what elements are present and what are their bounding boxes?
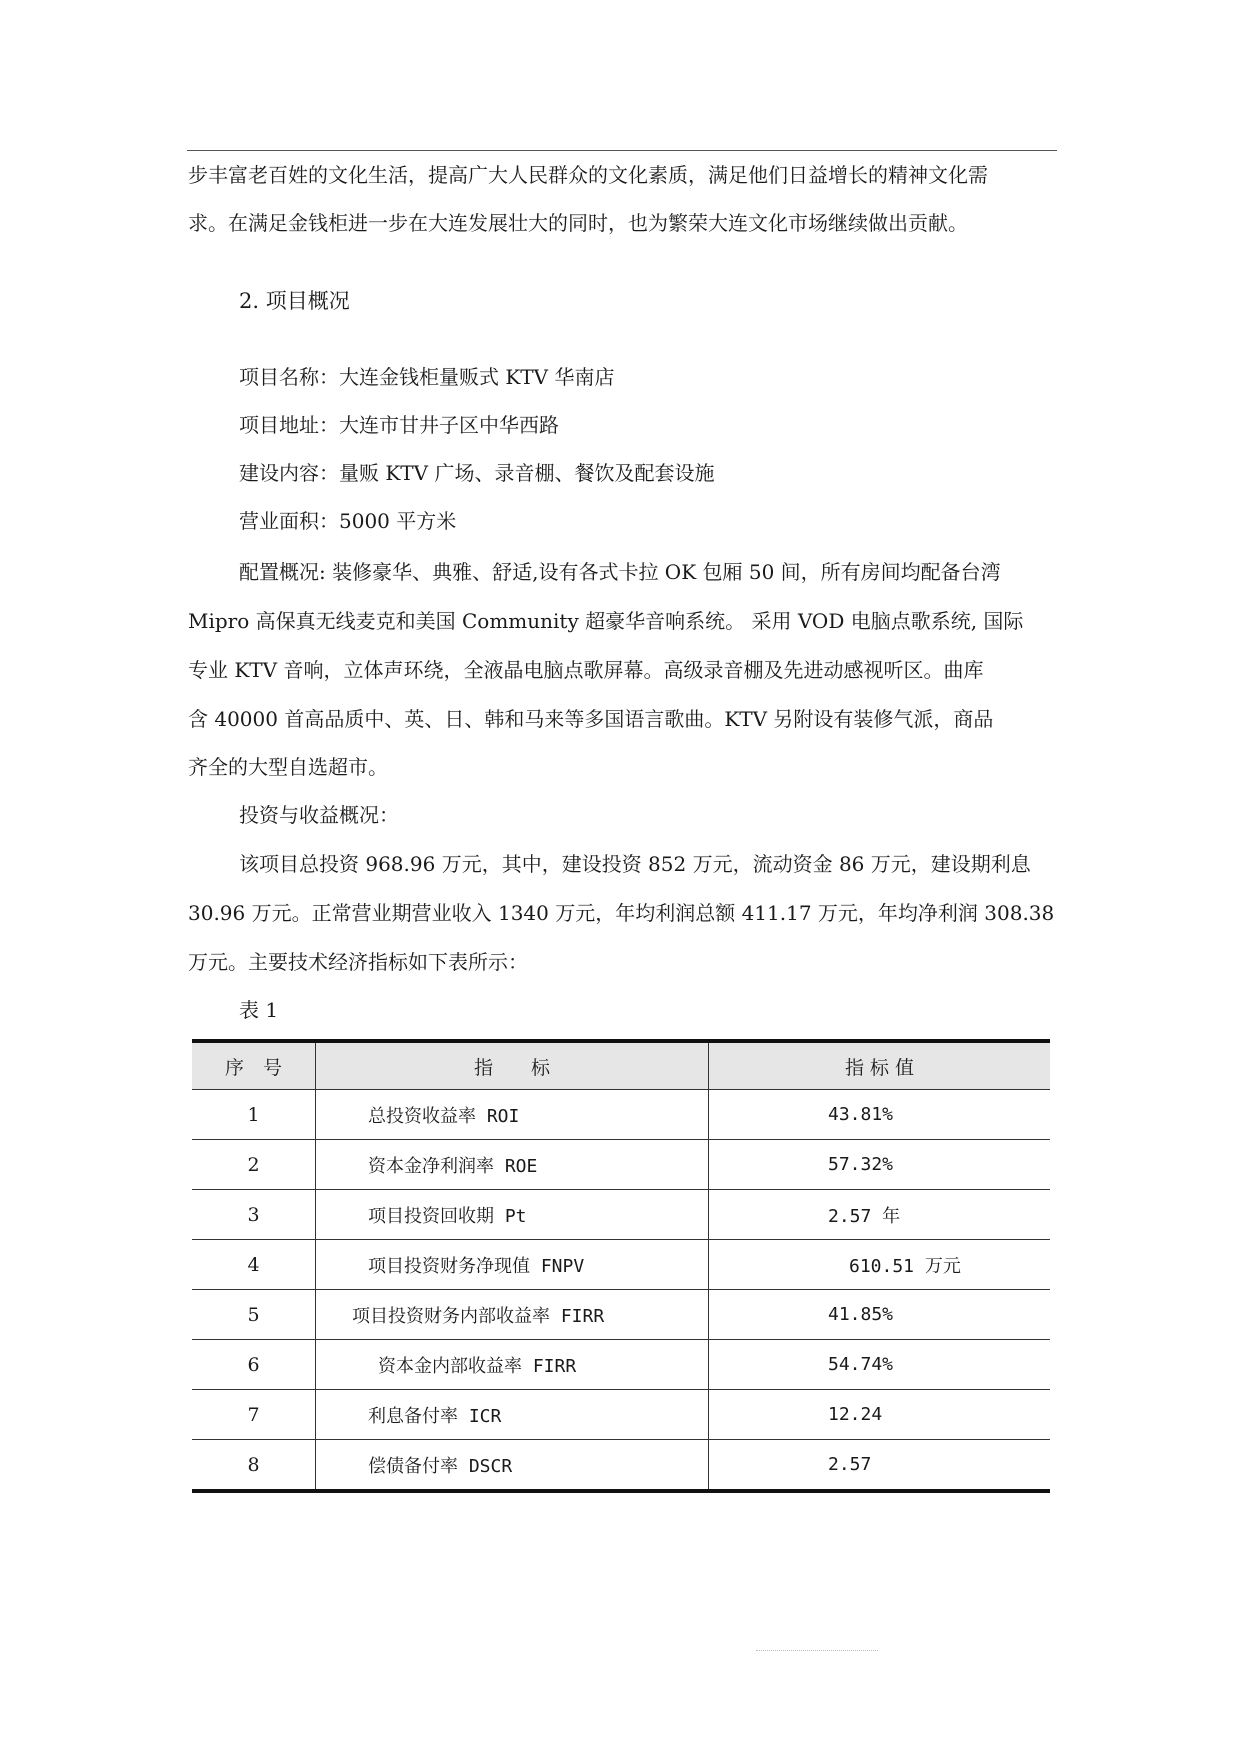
indicator-name: 总投资收益率 ROI bbox=[316, 1090, 709, 1140]
table-row bbox=[192, 1340, 1050, 1390]
investment-line: 万元。主要技术经济指标如下表所示： bbox=[188, 950, 528, 974]
investment-line: 30.96 万元。正常营业期营业收入 1340 万元，年均利润总额 411.17 万元，年均净利润 308.38 bbox=[188, 901, 1055, 925]
indicator-name: 利息备付率 ICR bbox=[316, 1390, 709, 1440]
row-index: 8 bbox=[192, 1440, 316, 1492]
row-index: 5 bbox=[192, 1290, 316, 1340]
project-name: 项目名称：大连金钱柜量贩式 KTV 华南店 bbox=[239, 365, 615, 389]
row-index: 7 bbox=[192, 1390, 316, 1440]
table-row bbox=[192, 1240, 1050, 1290]
config-line: 齐全的大型自选超市。 bbox=[188, 755, 388, 779]
paragraph-line: 求。在满足金钱柜进一步在大连发展壮大的同时，也为繁荣大连文化市场继续做出贡献。 bbox=[188, 211, 968, 235]
table-row bbox=[192, 1440, 1050, 1492]
footer-mark bbox=[756, 1650, 878, 1651]
table-row bbox=[192, 1390, 1050, 1440]
table-header-row bbox=[192, 1041, 1050, 1090]
table-row bbox=[192, 1140, 1050, 1190]
indicator-name: 偿债备付率 DSCR bbox=[316, 1440, 709, 1492]
table-row bbox=[192, 1190, 1050, 1240]
indicator-name: 资本金净利润率 ROE bbox=[316, 1140, 709, 1190]
table-row bbox=[192, 1090, 1050, 1140]
table-caption: 表 1 bbox=[239, 998, 279, 1022]
indicator-name: 项目投资回收期 Pt bbox=[316, 1190, 709, 1240]
economic-indicators-table bbox=[192, 1039, 1050, 1493]
construction-content: 建设内容：量贩 KTV 广场、录音棚、餐饮及配套设施 bbox=[239, 461, 715, 485]
indicator-value: 12.24 bbox=[709, 1390, 1051, 1440]
row-index: 6 bbox=[192, 1340, 316, 1390]
indicator-value: 54.74% bbox=[709, 1340, 1051, 1390]
investment-title: 投资与收益概况： bbox=[239, 803, 399, 827]
config-line: 专业 KTV 音响，立体声环绕，全液晶电脑点歌屏幕。高级录音棚及先进动感视听区。曲库 bbox=[188, 658, 984, 682]
row-index: 2 bbox=[192, 1140, 316, 1190]
indicator-value: 2.57 bbox=[709, 1440, 1051, 1492]
indicator-value: 2.57 年 bbox=[709, 1190, 1051, 1240]
indicator-value: 57.32% bbox=[709, 1140, 1051, 1190]
row-index: 4 bbox=[192, 1240, 316, 1290]
header-rule bbox=[187, 150, 1057, 151]
column-header: 指 标 bbox=[316, 1041, 709, 1090]
row-index: 1 bbox=[192, 1090, 316, 1140]
config-line: 配置概况: 装修豪华、典雅、舒适,设有各式卡拉 OK 包厢 50 间，所有房间均配备台湾 bbox=[239, 560, 1001, 584]
indicator-name: 项目投资财务内部收益率 FIRR bbox=[316, 1290, 709, 1340]
indicator-name: 项目投资财务净现值 FNPV bbox=[316, 1240, 709, 1290]
business-area: 营业面积：5000 平方米 bbox=[239, 509, 457, 533]
indicator-name: 资本金内部收益率 FIRR bbox=[316, 1340, 709, 1390]
investment-line: 该项目总投资 968.96 万元，其中，建设投资 852 万元，流动资金 86 万元，建设期利息 bbox=[239, 852, 1031, 876]
indicator-value: 610.51 万元 bbox=[709, 1240, 1051, 1290]
table-row bbox=[192, 1290, 1050, 1340]
column-header: 序 号 bbox=[192, 1041, 316, 1090]
column-header: 指 标 值 bbox=[709, 1041, 1051, 1090]
project-address: 项目地址：大连市甘井子区中华西路 bbox=[239, 413, 559, 437]
section-heading: 2. 项目概况 bbox=[239, 289, 350, 313]
paragraph-line: 步丰富老百姓的文化生活，提高广大人民群众的文化素质，满足他们日益增长的精神文化需 bbox=[188, 163, 988, 187]
indicator-value: 43.81% bbox=[709, 1090, 1051, 1140]
indicator-value: 41.85% bbox=[709, 1290, 1051, 1340]
config-line: 含 40000 首高品质中、英、日、韩和马来等多国语言歌曲。KTV 另附设有装修气派，商品 bbox=[188, 707, 994, 731]
row-index: 3 bbox=[192, 1190, 316, 1240]
config-line: Mipro 高保真无线麦克和美国 Community 超豪华音响系统。 采用 VOD 电脑点歌系统, 国际 bbox=[188, 609, 1024, 633]
